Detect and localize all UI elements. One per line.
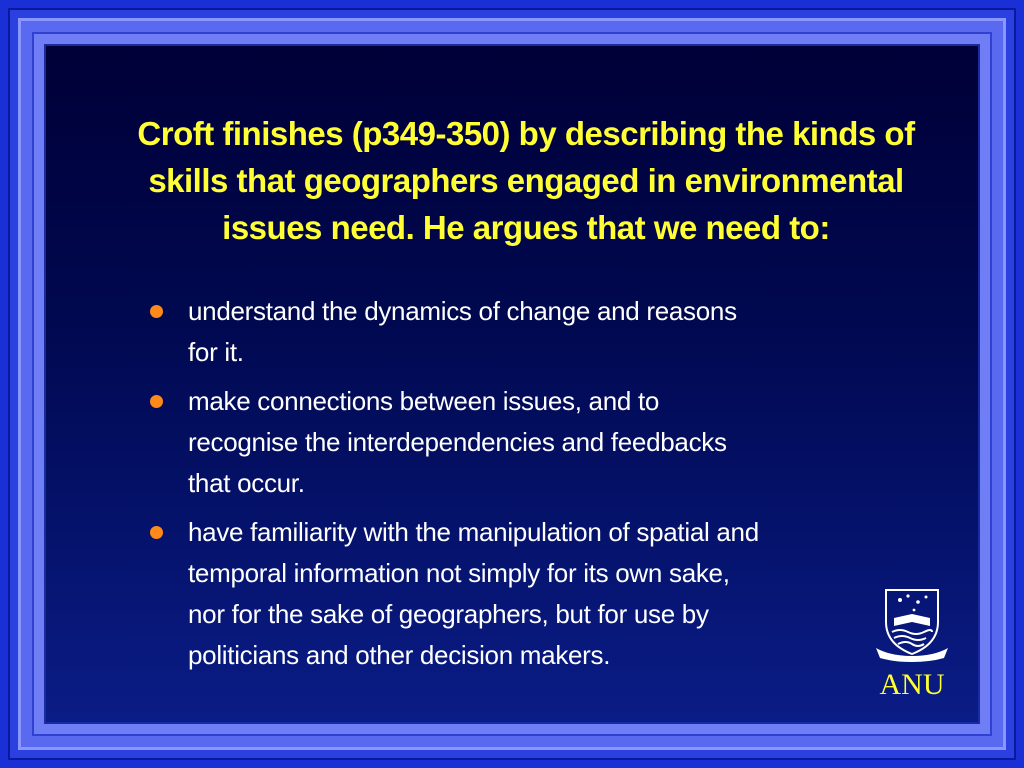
bullet-item — [138, 512, 768, 676]
anu-logo — [870, 582, 954, 702]
logo-text: ANU — [879, 668, 945, 701]
anu-crest-icon — [870, 582, 954, 662]
bullet-dot-icon — [150, 526, 163, 539]
bullet-list — [138, 291, 818, 684]
bullet-text: make connections between issues, and to recognise the interdependencies and feedbacks that occur. — [188, 386, 727, 498]
slide — [44, 44, 980, 724]
bullet-item — [138, 291, 768, 373]
bullet-dot-icon — [150, 305, 163, 318]
bullet-text: understand the dynamics of change and reasons for it. — [188, 296, 737, 367]
slide-title: Croft finishes (p349-350) by describing the kinds of skills that geographers engaged in environmental issues need. He argues that we need to: — [137, 115, 915, 246]
bullet-item — [138, 381, 768, 504]
bullet-text: have familiarity with the manipulation of spatial and temporal information not simply for its own sake, nor for the sake of geographers, but for use by politicians and other decision makers. — [188, 517, 759, 670]
bullet-dot-icon — [150, 395, 163, 408]
